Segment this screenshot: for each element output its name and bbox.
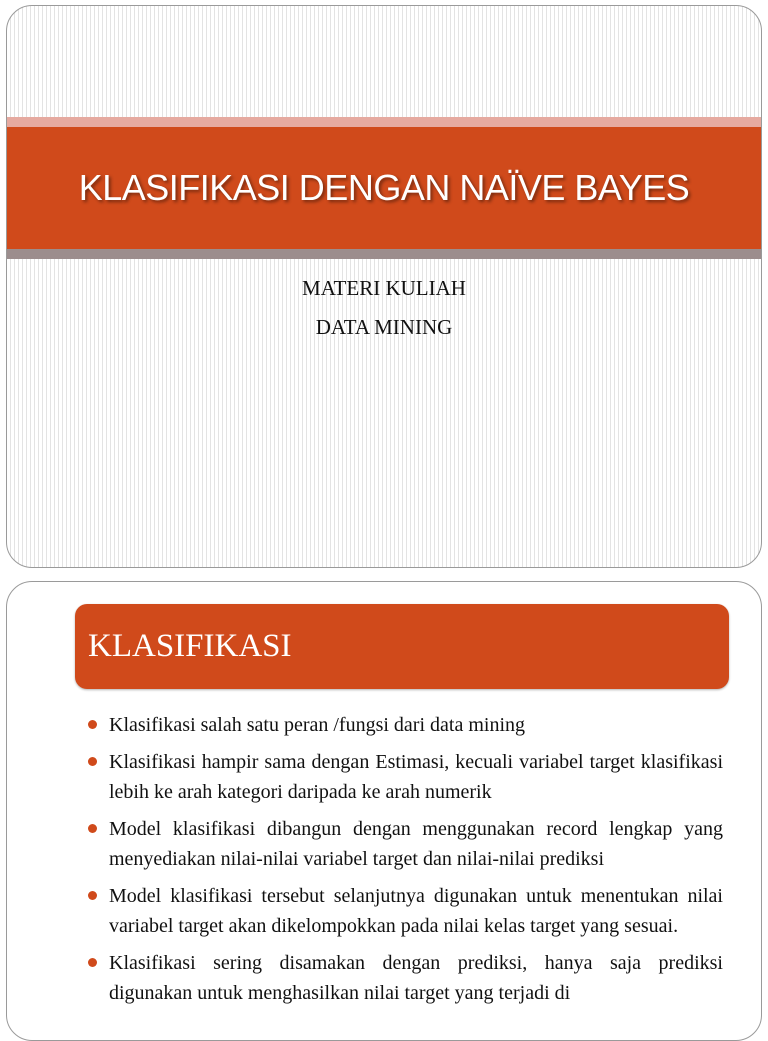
subtitle-line-1: MATERI KULIAH <box>302 276 466 300</box>
bullet-item <box>87 948 723 1008</box>
title-slide <box>6 5 762 568</box>
bullet-dot-icon <box>88 958 97 967</box>
pink-stripe <box>7 117 761 127</box>
subtitle-line-2: DATA MINING <box>315 315 453 339</box>
title-band <box>7 127 761 249</box>
bullet-list <box>87 710 723 1015</box>
bullet-text: Model klasifikasi dibangun dengan menggunakan record lengkap yang menyediakan nilai-nilai variabel target dan nilai-nilai prediksi <box>109 818 723 870</box>
bullet-text: Klasifikasi salah satu peran /fungsi dari data mining <box>109 714 526 736</box>
content-slide <box>6 581 762 1041</box>
bullet-text: Klasifikasi hampir sama dengan Estimasi, kecuali variabel target klasifikasi lebih ke arah kategori daripada ke arah numerik <box>109 751 723 803</box>
bullet-text: Klasifikasi sering disamakan dengan prediksi, hanya saja prediksi digunakan untuk menghasilkan nilai target yang terjadi di <box>109 952 723 1004</box>
bullet-item <box>87 747 723 807</box>
bullet-dot-icon <box>88 720 97 729</box>
bullet-dot-icon <box>88 824 97 833</box>
bullet-text: Model klasifikasi tersebut selanjutnya digunakan untuk menentukan nilai variabel target akan dikelompokkan pada nilai kelas target yang sesuai. <box>109 885 723 937</box>
slide-heading: KLASIFIKASI <box>88 628 292 664</box>
slide-title: KLASIFIKASI DENGAN NAÏVE BAYES <box>78 167 690 208</box>
bullet-dot-icon <box>88 757 97 766</box>
bullet-item <box>87 881 723 941</box>
bullet-item <box>87 814 723 874</box>
bullet-dot-icon <box>88 891 97 900</box>
heading-box <box>75 604 729 689</box>
bullet-item <box>87 710 723 740</box>
gray-stripe <box>7 249 761 259</box>
